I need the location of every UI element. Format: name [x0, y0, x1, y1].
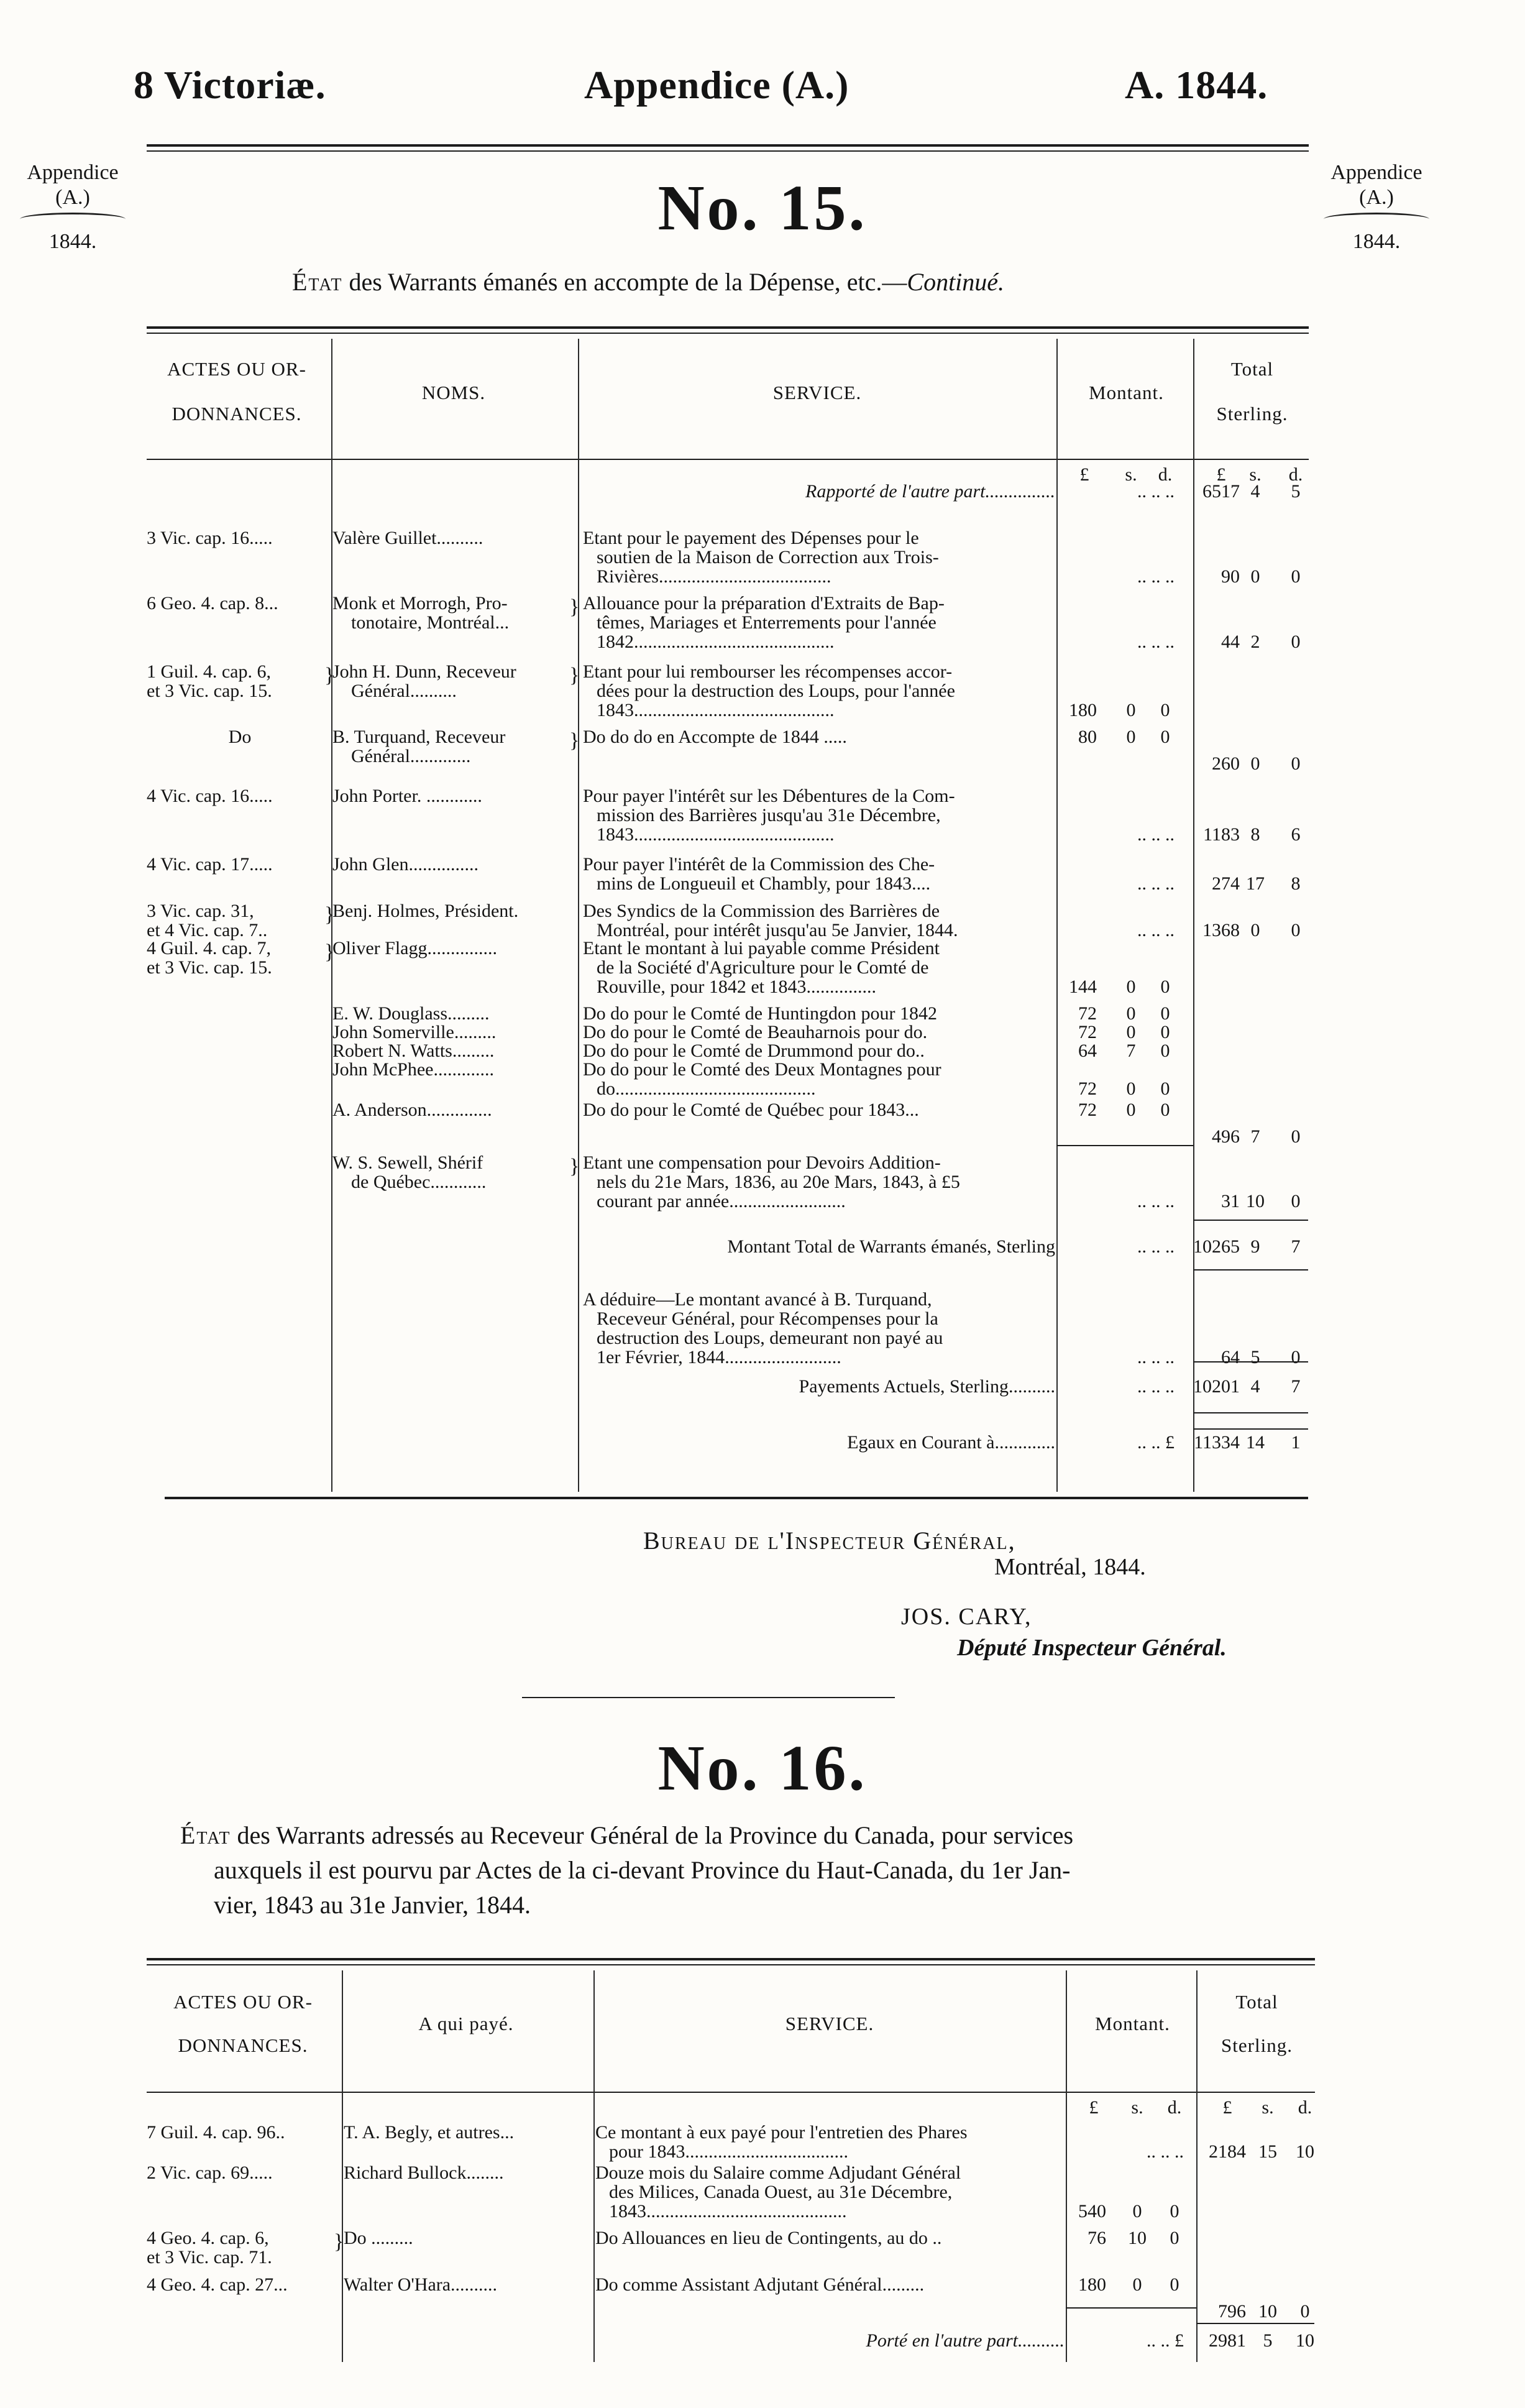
dot-leader: .. .. £ [1147, 2330, 1184, 2351]
total-pounds: 6517 [1202, 481, 1240, 502]
total-pence: 5 [1291, 481, 1301, 502]
total-pence: 10 [1296, 2141, 1314, 2162]
acte-reference-cont: et 3 Vic. cap. 15. [147, 957, 272, 978]
currency-shilling: s. [1249, 464, 1262, 485]
section-15-subtitle [292, 267, 1004, 296]
montant-shillings: 0 [1132, 2274, 1142, 2295]
service-text: Porté en l'autre part.......... [866, 2330, 1065, 2351]
total-shillings: 5 [1263, 2330, 1273, 2351]
montant-shillings: 0 [1132, 2201, 1142, 2222]
brace: } [569, 664, 580, 687]
service-text: mission des Barrières jusqu'au 31e Décembre, [597, 805, 941, 825]
column-rule [342, 1970, 343, 2362]
brace: } [334, 2230, 344, 2253]
payee-name: John H. Dunn, Receveur [332, 661, 516, 682]
payee-name-cont: de Québec............ [351, 1172, 487, 1192]
service-text: do........................................... [597, 1078, 816, 1099]
col-actes-1: ACTES OU OR- [167, 358, 306, 380]
table16-top-rule-thin [147, 1964, 1315, 1965]
subtotal-rule [1196, 2323, 1314, 2324]
montant-pounds: 72 [1078, 1022, 1097, 1042]
service-text: A déduire—Le montant avancé à B. Turquand, [583, 1289, 932, 1310]
acte-reference-cont: et 3 Vic. cap. 71. [147, 2247, 272, 2268]
dot-leader: .. .. .. [1137, 566, 1175, 587]
header-rule [147, 144, 1309, 147]
acte-reference: 2 Vic. cap. 69..... [147, 2162, 273, 2183]
service-text: destruction des Loups, demeurant non payé au [597, 1328, 943, 1348]
total-pounds: 11334 [1194, 1432, 1240, 1453]
service-text: Do do pour le Comté des Deux Montagnes pour [583, 1059, 941, 1080]
total-shillings: 5 [1250, 1347, 1260, 1367]
payee-name: W. S. Sewell, Shérif [332, 1152, 483, 1173]
service-text: Do comme Assistant Adjutant Général......... [595, 2274, 925, 2295]
brace: } [324, 664, 335, 687]
service-text: Pour payer l'intérêt de la Commission des Che- [583, 854, 935, 875]
column-rule [593, 1970, 595, 2362]
service-text: Ce montant à eux payé pour l'entretien des Phares [595, 2122, 968, 2143]
total-shillings: 10 [1258, 2301, 1277, 2322]
montant-pence: 0 [1160, 1022, 1170, 1042]
montant-pounds: 180 [1078, 2274, 1106, 2295]
section-15-number: No. 15. [657, 172, 868, 244]
service-text: de la Société d'Agriculture pour le Comté de [597, 957, 929, 978]
col-total-1: Total [1230, 358, 1274, 380]
acte-reference: Do [228, 727, 252, 747]
montant-pence: 0 [1170, 2228, 1179, 2248]
total-pence: 0 [1291, 566, 1301, 587]
etat-word: État [292, 268, 343, 296]
payee-name: Monk et Morrogh, Pro- [332, 593, 508, 613]
service-text: Do Allouances en lieu de Contingents, au do .. [595, 2228, 942, 2248]
total-shillings: 17 [1246, 873, 1265, 894]
service-text: dées pour la destruction des Loups, pour l'année [597, 681, 955, 701]
total-pounds: 2981 [1209, 2330, 1246, 2351]
column-rule [1193, 339, 1194, 1492]
total-shillings: 0 [1250, 566, 1260, 587]
column-rule [331, 339, 332, 1492]
montant-pence: 0 [1170, 2201, 1179, 2222]
dot-leader: .. .. .. [1137, 824, 1175, 845]
service-text: Rivières..................................... [597, 566, 831, 587]
margin-year: 1844. [48, 230, 97, 253]
intro-line-3: vier, 1843 au 31e Janvier, 1844. [214, 1891, 531, 1919]
col-actes-1: ACTES OU OR- [173, 1991, 313, 2013]
montant-pence: 0 [1160, 1041, 1170, 1061]
currency-pound: £ [1216, 464, 1226, 485]
total-shillings: 14 [1246, 1432, 1265, 1453]
acte-reference: 1 Guil. 4. cap. 6, [147, 661, 271, 682]
montant-pounds: 72 [1078, 1003, 1097, 1024]
acte-reference: 3 Vic. cap. 16..... [147, 528, 273, 548]
total-shillings: 8 [1250, 824, 1260, 845]
dot-leader: .. .. .. [1137, 1236, 1175, 1257]
col-service: SERVICE. [772, 382, 862, 403]
etat-word: État [180, 1821, 231, 1849]
dot-leader: .. .. .. [1137, 1191, 1175, 1211]
payee-name: E. W. Douglass......... [332, 1003, 490, 1024]
header-rule-thin [147, 150, 1309, 152]
total-pounds: 64 [1221, 1347, 1240, 1367]
total-pence: 1 [1291, 1432, 1301, 1453]
montant-pounds: 180 [1069, 700, 1097, 720]
montant-pence: 0 [1160, 977, 1170, 997]
col-total-1: Total [1235, 1991, 1278, 2013]
total-pence: 7 [1291, 1376, 1301, 1397]
payee-name: John McPhee............. [332, 1059, 494, 1080]
col-montant: Montant. [1089, 382, 1164, 403]
col-noms: NOMS. [421, 382, 486, 403]
total-pounds: 2184 [1209, 2141, 1246, 2162]
service-text: Allouance pour la préparation d'Extraits de Bap- [583, 593, 945, 613]
montant-shillings: 0 [1126, 977, 1136, 997]
service-text: Montréal, pour intérêt jusqu'au 5e Janvier, 1844. [597, 920, 958, 940]
payee-name: Robert N. Watts......... [332, 1041, 495, 1061]
total-pence: 0 [1291, 1347, 1301, 1367]
dot-leader: .. .. .. [1137, 1376, 1175, 1397]
service-text: Payements Actuels, Sterling.......... [799, 1376, 1055, 1397]
service-text: nels du 21e Mars, 1836, au 20e Mars, 1843, à £5 [597, 1172, 960, 1192]
service-text: Do do pour le Comté de Huntingdon pour 1842 [583, 1003, 937, 1024]
signature-office: Bureau de l'Inspecteur Général, [643, 1527, 1016, 1555]
service-text: Rouville, pour 1842 et 1843............... [597, 977, 876, 997]
payee-name: John Porter. ............ [332, 786, 482, 806]
total-pounds: 796 [1218, 2301, 1246, 2322]
montant-pence: 0 [1160, 700, 1170, 720]
payee-name-cont: Général............. [351, 746, 471, 766]
col-actes-2: DONNANCES. [178, 2034, 308, 2056]
service-text: têmes, Mariages et Enterrements pour l'année [597, 612, 937, 633]
intro-line-2: auxquels il est pourvu par Actes de la ci-devant Province du Haut-Canada, du 1er Jan- [214, 1856, 1071, 1884]
total-pence: 0 [1291, 753, 1301, 774]
total-pence: 0 [1291, 1126, 1301, 1147]
currency-pound: £ [1222, 2097, 1232, 2118]
column-rule [1056, 339, 1058, 1492]
table15-header-rule [147, 459, 1309, 460]
currency-shilling: s. [1125, 464, 1137, 485]
total-pence: 6 [1291, 824, 1301, 845]
dot-leader: .. .. .. [1137, 1347, 1175, 1367]
total-shillings: 4 [1250, 481, 1260, 502]
total-pence: 0 [1291, 632, 1301, 652]
montant-pence: 0 [1160, 1003, 1170, 1024]
service-text: Egaux en Courant à............. [847, 1432, 1055, 1453]
service-text: 1843........................................... [597, 700, 835, 720]
total-pounds: 1368 [1202, 920, 1240, 940]
total-pence: 7 [1291, 1236, 1301, 1257]
payee-name-cont: tonotaire, Montréal... [351, 612, 510, 633]
currency-pound: £ [1089, 2097, 1099, 2118]
montant-pounds: 144 [1069, 977, 1097, 997]
brace: } [324, 903, 335, 926]
service-text: 1843........................................... [597, 824, 835, 845]
brace: } [569, 729, 580, 752]
signature-title: Député Inspecteur Général. [957, 1635, 1227, 1661]
column-rule [578, 339, 579, 1492]
payee-name: Richard Bullock........ [344, 2162, 504, 2183]
montant-shillings: 0 [1126, 727, 1136, 747]
dot-leader: .. .. .. [1137, 920, 1175, 940]
payee-name: John Glen............... [332, 854, 479, 875]
currency-shilling: s. [1131, 2097, 1143, 2118]
payee-name: Valère Guillet.......... [332, 528, 483, 548]
acte-reference: 4 Geo. 4. cap. 6, [147, 2228, 269, 2248]
column-rule [1066, 1970, 1067, 2362]
acte-reference: 4 Geo. 4. cap. 27... [147, 2274, 288, 2295]
col-actes-2: DONNANCES. [172, 403, 302, 425]
total-pence: 0 [1300, 2301, 1310, 2322]
col-montant: Montant. [1095, 2013, 1170, 2034]
montant-shillings: 0 [1126, 1078, 1136, 1099]
acte-reference-cont: et 3 Vic. cap. 15. [147, 681, 272, 701]
service-text: Montant Total de Warrants émanés, Sterling [727, 1236, 1055, 1257]
total-pounds: 10265 [1193, 1236, 1240, 1257]
table15-top-rule [147, 326, 1309, 329]
service-text: Etant pour le payement des Dépenses pour le [583, 528, 919, 548]
currency-pence: d. [1288, 464, 1303, 485]
service-text: 1842........................................... [597, 632, 835, 652]
montant-shillings: 7 [1126, 1041, 1136, 1061]
payee-name-cont: Général.......... [351, 681, 457, 701]
service-text: Do do pour le Comté de Drummond pour do.. [583, 1041, 925, 1061]
total-pence: 10 [1296, 2330, 1314, 2351]
total-shillings: 0 [1250, 753, 1260, 774]
payee-name: A. Anderson.............. [332, 1100, 492, 1120]
table16-header-rule [147, 2092, 1315, 2093]
margin-sub: (A.) [55, 186, 90, 209]
montant-pounds: 64 [1078, 1041, 1097, 1061]
acte-reference: 4 Guil. 4. cap. 7, [147, 938, 271, 958]
payee-name: T. A. Begly, et autres... [344, 2122, 515, 2143]
subtotal-rule [1056, 1145, 1193, 1146]
col-service: SERVICE. [785, 2013, 874, 2034]
signature-place: Montréal, 1844. [994, 1554, 1146, 1580]
col-total-2: Sterling. [1221, 2034, 1293, 2056]
payee-name: Do ......... [344, 2228, 413, 2248]
column-rule [1196, 1970, 1198, 2362]
dot-leader: .. .. .. [1137, 873, 1175, 894]
total-shillings: 15 [1258, 2141, 1277, 2162]
currency-pence: d. [1167, 2097, 1182, 2118]
montant-shillings: 0 [1126, 700, 1136, 720]
dot-leader: .. .. .. [1137, 632, 1175, 652]
currency-pence: d. [1158, 464, 1173, 485]
section-16-number: No. 16. [657, 1732, 868, 1804]
acte-reference: 7 Guil. 4. cap. 96.. [147, 2122, 285, 2143]
brace: } [569, 595, 580, 618]
montant-pounds: 76 [1088, 2228, 1106, 2248]
total-shillings: 0 [1250, 920, 1260, 940]
total-pounds: 31 [1221, 1191, 1240, 1211]
subtitle-text: des Warrants émanés en accompte de la Dépense, etc.— [342, 268, 907, 296]
service-text: Pour payer l'intérêt sur les Débentures de la Com- [583, 786, 955, 806]
acte-reference: 3 Vic. cap. 31, [147, 901, 254, 921]
table16-top-rule [147, 1958, 1315, 1960]
montant-pence: 0 [1160, 1100, 1170, 1120]
margin-year: 1844. [1352, 230, 1401, 253]
dot-leader: .. .. £ [1137, 1432, 1175, 1453]
montant-shillings: 10 [1128, 2228, 1147, 2248]
service-text: Receveur Général, pour Récompenses pour la [597, 1308, 938, 1329]
total-shillings: 7 [1250, 1126, 1260, 1147]
total-shillings: 4 [1250, 1376, 1260, 1397]
dot-leader: .. .. .. [1137, 481, 1175, 502]
service-text: Douze mois du Salaire comme Adjudant Général [595, 2162, 961, 2183]
total-shillings: 10 [1246, 1191, 1265, 1211]
total-shillings: 2 [1250, 632, 1260, 652]
montant-pounds: 72 [1078, 1100, 1097, 1120]
payee-name: John Somerville......... [332, 1022, 497, 1042]
montant-pence: 0 [1160, 1078, 1170, 1099]
service-text: Do do pour le Comté de Québec pour 1843... [583, 1100, 919, 1120]
subtotal-rule [1066, 2307, 1196, 2309]
header-year: A. 1844. [1125, 63, 1268, 107]
total-pounds: 274 [1212, 873, 1240, 894]
montant-pounds: 72 [1078, 1078, 1097, 1099]
currency-shilling: s. [1262, 2097, 1274, 2118]
subtotal-rule [1193, 1428, 1308, 1430]
montant-shillings: 0 [1126, 1003, 1136, 1024]
total-pounds: 496 [1212, 1126, 1240, 1147]
separator-rule [522, 1697, 895, 1698]
payee-name: Oliver Flagg............... [332, 938, 497, 958]
brace: } [324, 940, 335, 963]
subtotal-rule [1193, 1269, 1308, 1271]
total-pounds: 10201 [1193, 1376, 1240, 1397]
margin-label: Appendice [27, 161, 119, 184]
total-pounds: 44 [1221, 632, 1240, 652]
service-text: Rapporté de l'autre part............... [805, 481, 1055, 502]
montant-pence: 0 [1160, 727, 1170, 747]
payee-name: Benj. Holmes, Président. [332, 901, 519, 921]
table15-bottom-rule [165, 1497, 1308, 1499]
header-session: 8 Victoriæ. [134, 63, 326, 107]
total-pence: 0 [1291, 920, 1301, 940]
subtotal-rule [1193, 1361, 1308, 1363]
service-text: Etant pour lui rembourser les récompenses accor- [583, 661, 953, 682]
acte-reference-cont: et 4 Vic. cap. 7.. [147, 920, 268, 940]
montant-pounds: 80 [1078, 727, 1097, 747]
montant-pence: 0 [1170, 2274, 1179, 2295]
brace: } [569, 1155, 580, 1178]
total-pounds: 90 [1221, 566, 1240, 587]
subtotal-rule [1193, 1220, 1308, 1221]
continue-word: Continué. [907, 268, 1005, 296]
section-16-intro [180, 1818, 1336, 1923]
acte-reference: 6 Geo. 4. cap. 8... [147, 593, 278, 613]
total-pounds: 260 [1212, 753, 1240, 774]
currency-pence: d. [1298, 2097, 1312, 2118]
acte-reference: 4 Vic. cap. 17..... [147, 854, 273, 875]
total-shillings: 9 [1250, 1236, 1260, 1257]
header-appendix: Appendice (A.) [584, 63, 850, 107]
service-text: 1843........................................... [609, 2201, 847, 2222]
service-text: 1er Février, 1844......................... [597, 1347, 841, 1367]
montant-shillings: 0 [1126, 1022, 1136, 1042]
signature-name: JOS. CARY, [901, 1604, 1032, 1630]
acte-reference: 4 Vic. cap. 16..... [147, 786, 273, 806]
service-text: mins de Longueuil et Chambly, pour 1843.... [597, 873, 931, 894]
table15-top-rule-thin [147, 333, 1309, 334]
payee-name: Walter O'Hara.......... [344, 2274, 498, 2295]
service-text: Des Syndics de la Commission des Barrières de [583, 901, 940, 921]
service-text: pour 1843................................... [609, 2141, 848, 2162]
service-text: Etant le montant à lui payable comme Président [583, 938, 940, 958]
service-text: soutien de la Maison de Correction aux Trois- [597, 547, 939, 568]
payee-name: B. Turquand, Receveur [332, 727, 506, 747]
col-noms: A qui payé. [418, 2013, 514, 2034]
margin-label: Appendice [1330, 161, 1422, 184]
margin-sub: (A.) [1359, 186, 1394, 209]
service-text: courant par année......................... [597, 1191, 846, 1211]
dot-leader: .. .. .. [1147, 2141, 1184, 2162]
total-pence: 0 [1291, 1191, 1301, 1211]
service-text: Do do pour le Comté de Beauharnois pour do. [583, 1022, 928, 1042]
currency-pound: £ [1079, 464, 1089, 485]
montant-shillings: 0 [1126, 1100, 1136, 1120]
total-pounds: 1183 [1203, 824, 1240, 845]
intro-line-1: des Warrants adressés au Receveur Général de la Province du Canada, pour services [231, 1821, 1074, 1849]
subtotal-rule [1193, 1412, 1308, 1413]
montant-pounds: 540 [1078, 2201, 1106, 2222]
service-text: Etant une compensation pour Devoirs Addition- [583, 1152, 941, 1173]
col-total-2: Sterling. [1216, 403, 1288, 425]
service-text: Do do do en Accompte de 1844 ..... [583, 727, 847, 747]
total-pence: 8 [1291, 873, 1301, 894]
service-text: des Milices, Canada Ouest, au 31e Décembre, [609, 2182, 953, 2202]
